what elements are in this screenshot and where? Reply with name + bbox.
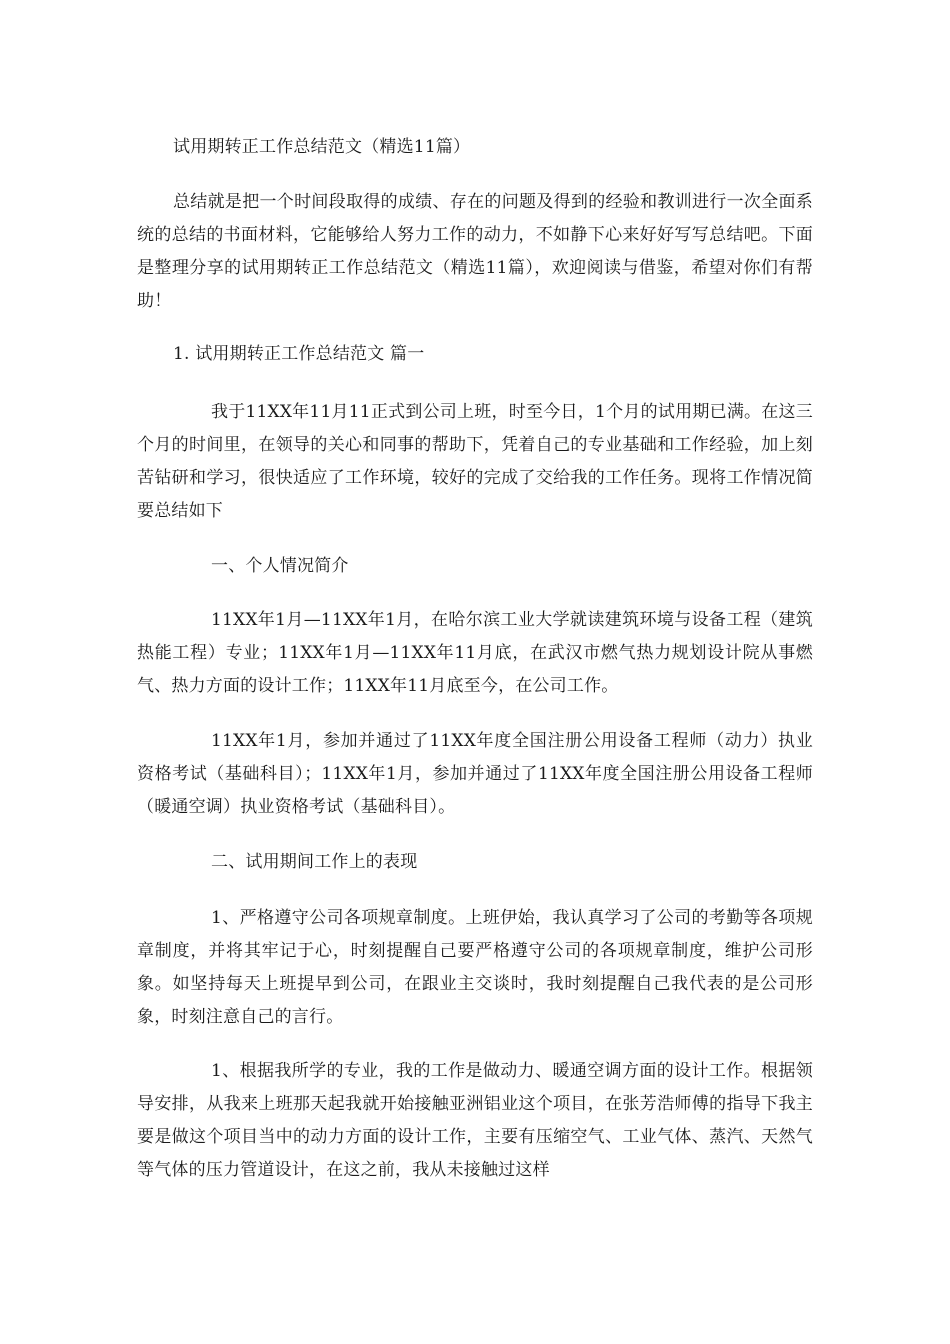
paragraph-design-work: 1、根据我所学的专业，我的工作是做动力、暖通空调方面的设计工作。根据领导安排，从我来上班那天起我就开始接触亚洲铝业这个项目，在张芳浩师傅的指导下我主要是做这个项目当中的动力方面的设计工作，主要有压缩空气、工业气体、蒸汽、天然气等气体的压力管道设计，在这之前，我从未接触过这样 <box>137 1061 813 1180</box>
subheading-personal-info: 一、个人情况简介 <box>211 556 349 576</box>
paragraph-start-date: 我于11XX年11月11正式到公司上班，时至今日，1个月的试用期已满。在这三个月的时间里，在领导的关心和同事的帮助下，凭着自己的专业基础和工作经验，加上刻苦钻研和学习，很快适应了工作环境，较好的完成了交给我的工作任务。现将工作情况简要总结如下 <box>137 402 813 521</box>
paragraph-rules: 1、严格遵守公司各项规章制度。上班伊始，我认真学习了公司的考勤等各项规章制度，并将其牢记于心，时刻提醒自己要严格遵守公司的各项规章制度，维护公司形象。如坚持每天上班提早到公司，在跟业主交谈时，我时刻提醒自己我代表的是公司形象，时刻注意自己的言行。 <box>137 908 813 1027</box>
section-heading: 1. 试用期转正工作总结范文 篇一 <box>173 344 425 364</box>
document-title: 试用期转正工作总结范文（精选11篇） <box>173 137 471 157</box>
subheading-performance: 二、试用期间工作上的表现 <box>211 852 418 872</box>
intro-paragraph: 总结就是把一个时间段取得的成绩、存在的问题及得到的经验和教训进行一次全面系统的总结的书面材料，它能够给人努力工作的动力，不如静下心来好好写写总结吧。下面是整理分享的试用期转正工作总结范文（精选11篇），欢迎阅读与借鉴，希望对你们有帮助！ <box>137 192 813 311</box>
paragraph-education-history: 11XX年1月—11XX年1月，在哈尔滨工业大学就读建筑环境与设备工程（建筑热能工程）专业；11XX年1月—11XX年11月底，在武汉市燃气热力规划设计院从事燃气、热力方面的设计工作；11XX年11月底至今，在公司工作。 <box>137 610 813 696</box>
paragraph-certifications: 11XX年1月，参加并通过了11XX年度全国注册公用设备工程师（动力）执业资格考试（基础科目）；11XX年1月，参加并通过了11XX年度全国注册公用设备工程师（暖通空调）执业资格考试（基础科目）。 <box>137 731 813 817</box>
